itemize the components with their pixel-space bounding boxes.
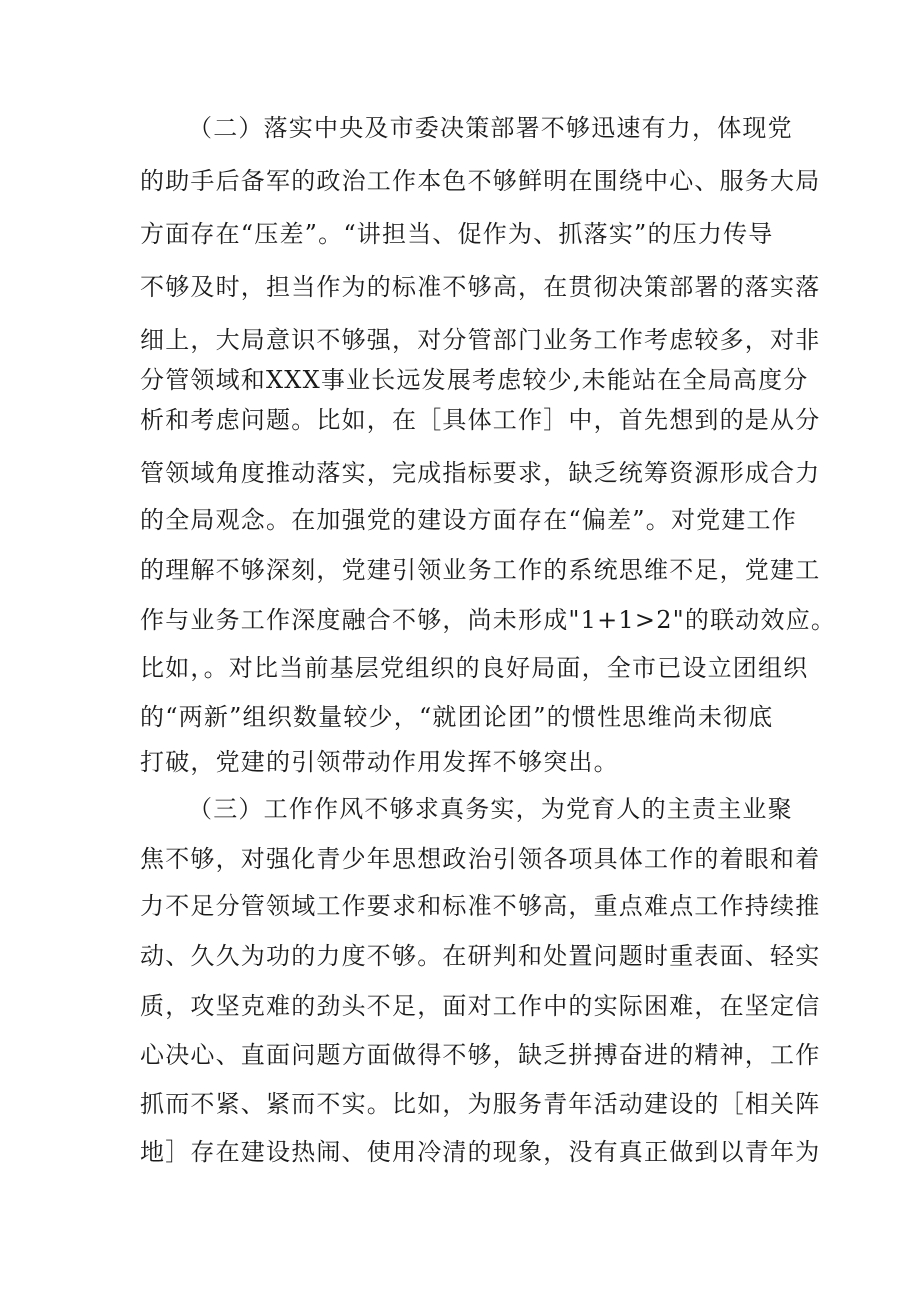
paragraph-line: 分管领域和XXX事业长远发展考虑较少,未能站在全局高度分 <box>140 366 809 394</box>
paragraph-line: 质，攻坚克难的劲头不足，面对工作中的实际困难，在坚定信 <box>140 992 821 1020</box>
paragraph-line: 的“两新”组织数量较少，“就团论团”的惯性思维尚未彻底 <box>140 703 774 731</box>
paragraph-line: 地］存在建设热闹、使用冷清的现象，没有真正做到以青年为 <box>140 1138 821 1166</box>
paragraph-line: 动、久久为功的力度不够。在研判和处置问题时重表面、轻实 <box>140 942 821 970</box>
paragraph-line: 的理解不够深刻，党建引领业务工作的系统思维不足，党建工 <box>140 556 821 584</box>
paragraph-line: 心决心、直面问题方面做得不够，缺乏拼搏奋进的精神，工作 <box>140 1041 821 1069</box>
paragraph-line: （三）工作作风不够求真务实，为党育人的主责主业聚 <box>188 795 793 823</box>
paragraph-line: 焦不够，对强化青少年思想政治引领各项具体工作的着眼和着 <box>140 845 821 873</box>
paragraph-line: 抓而不紧、紧而不实。比如，为服务青年活动建设的［相关阵 <box>140 1090 821 1118</box>
paragraph-line: 的助手后备军的政治工作本色不够鲜明在围绕中心、服务大局 <box>140 167 821 195</box>
paragraph-line: （二）落实中央及市委决策部署不够迅速有力，体现党 <box>188 114 793 142</box>
paragraph-line: 作与业务工作深度融合不够，尚未形成"1+1>2"的联动效应。 <box>140 606 837 634</box>
paragraph-line: 细上，大局意识不够强，对分管部门业务工作考虑较多，对非 <box>140 326 821 354</box>
paragraph-line: 比如，。对比当前基层党组织的良好局面，全市已设立团组织 <box>140 654 809 682</box>
paragraph-line: 的全局观念。在加强党的建设方面存在“偏差”。对党建工作 <box>140 506 797 534</box>
paragraph-line: 力不足分管领域工作要求和标准不够高，重点难点工作持续推 <box>140 892 821 920</box>
paragraph-line: 管领域角度推动落实，完成指标要求，缺乏统筹资源形成合力 <box>140 459 821 487</box>
paragraph-line: 打破，党建的引领带动作用发挥不够突出。 <box>140 748 619 776</box>
paragraph-line: 不够及时，担当作为的标准不够高，在贯彻决策部署的落实落 <box>140 273 821 301</box>
paragraph-line: 方面存在“压差”。“讲担当、促作为、抓落实”的压力传导 <box>140 220 774 248</box>
paragraph-line: 析和考虑问题。比如，在［具体工作］中，首先想到的是从分 <box>140 406 821 434</box>
